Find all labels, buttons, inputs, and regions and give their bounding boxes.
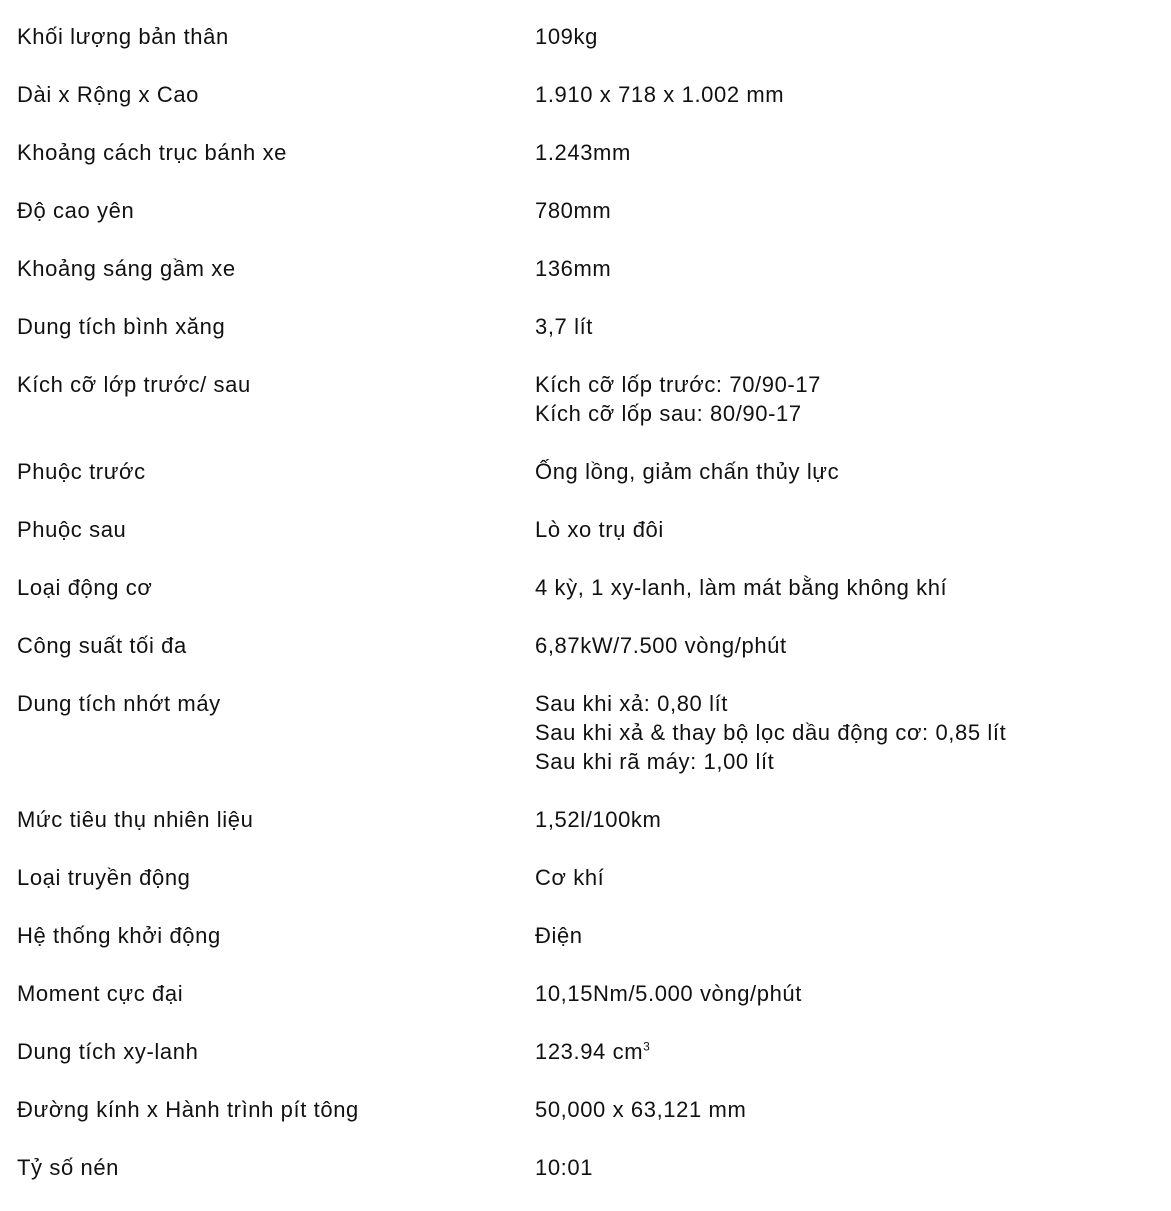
spec-value-line <box>535 1095 1157 1124</box>
spec-value-text: 50,000 x 63,121 mm <box>535 1097 747 1122</box>
spec-row <box>17 457 1157 486</box>
spec-value-line <box>535 689 1157 718</box>
spec-label: Kích cỡ lớp trước/ sau <box>17 372 251 397</box>
spec-label: Dung tích bình xăng <box>17 314 226 339</box>
spec-label: Độ cao yên <box>17 198 135 223</box>
spec-value <box>535 80 1157 109</box>
spec-label: Công suất tối đa <box>17 633 187 658</box>
spec-value-text: 10,15Nm/5.000 vòng/phút <box>535 981 802 1006</box>
spec-value-text: Điện <box>535 923 583 948</box>
spec-value-line <box>535 515 1157 544</box>
spec-value-line <box>535 1037 1157 1066</box>
spec-value-line <box>535 573 1157 602</box>
spec-value-text: Lò xo trụ đôi <box>535 517 664 542</box>
spec-label: Loại động cơ <box>17 575 153 600</box>
spec-value-line <box>535 805 1157 834</box>
spec-value <box>535 196 1157 225</box>
spec-label: Khoảng cách trục bánh xe <box>17 140 288 165</box>
spec-row <box>17 979 1157 1008</box>
spec-value <box>535 863 1157 892</box>
spec-label: Moment cực đại <box>17 981 184 1006</box>
spec-row <box>17 689 1157 776</box>
spec-value-line <box>535 22 1157 51</box>
spec-label: Tỷ số nén <box>17 1155 120 1180</box>
spec-row <box>17 370 1157 428</box>
spec-value <box>535 573 1157 602</box>
spec-row <box>17 196 1157 225</box>
spec-value <box>535 254 1157 283</box>
spec-row <box>17 1153 1157 1182</box>
spec-value-text: 780mm <box>535 198 612 223</box>
spec-row <box>17 805 1157 834</box>
spec-value-line <box>535 718 1157 747</box>
spec-value <box>535 631 1157 660</box>
spec-value-text: Ống lồng, giảm chấn thủy lực <box>535 459 840 484</box>
spec-value <box>535 457 1157 486</box>
spec-value <box>535 979 1157 1008</box>
spec-value <box>535 805 1157 834</box>
spec-table <box>17 22 1157 1211</box>
spec-value-line <box>535 863 1157 892</box>
spec-value-text: 4 kỳ, 1 xy-lanh, làm mát bằng không khí <box>535 575 948 600</box>
spec-value-line <box>535 399 1157 428</box>
spec-row <box>17 80 1157 109</box>
spec-value-line <box>535 921 1157 950</box>
spec-value <box>535 138 1157 167</box>
spec-row <box>17 254 1157 283</box>
spec-value-text: Sau khi xả: 0,80 lít <box>535 691 728 716</box>
spec-label: Mức tiêu thụ nhiên liệu <box>17 807 254 832</box>
spec-value-text: 10:01 <box>535 1155 594 1180</box>
spec-value <box>535 1037 1157 1066</box>
spec-value-line <box>535 80 1157 109</box>
spec-label: Phuộc trước <box>17 459 146 484</box>
unit-superscript: 3 <box>643 1039 651 1054</box>
spec-value-text: 136mm <box>535 256 612 281</box>
spec-row <box>17 573 1157 602</box>
spec-value-text: 123.94 cm <box>535 1039 644 1064</box>
spec-value-text: Kích cỡ lốp trước: 70/90-17 <box>535 372 822 397</box>
spec-value <box>535 1153 1157 1182</box>
spec-value-text: 6,87kW/7.500 vòng/phút <box>535 633 787 658</box>
spec-value-line <box>535 747 1157 776</box>
spec-value-line <box>535 254 1157 283</box>
spec-value <box>535 370 1157 428</box>
spec-value-text: 1.243mm <box>535 140 631 165</box>
spec-row <box>17 631 1157 660</box>
spec-value <box>535 312 1157 341</box>
spec-value-line <box>535 1153 1157 1182</box>
spec-value-text: Sau khi rã máy: 1,00 lít <box>535 749 775 774</box>
spec-row <box>17 921 1157 950</box>
spec-row <box>17 312 1157 341</box>
spec-value-line <box>535 979 1157 1008</box>
spec-value-line <box>535 457 1157 486</box>
spec-value <box>535 689 1157 776</box>
spec-value <box>535 921 1157 950</box>
spec-value-text: Sau khi xả & thay bộ lọc dầu động cơ: 0,85 lít <box>535 720 1007 745</box>
spec-value-line <box>535 196 1157 225</box>
spec-label: Khối lượng bản thân <box>17 24 229 49</box>
spec-row <box>17 1095 1157 1124</box>
spec-value <box>535 1095 1157 1124</box>
spec-label: Dung tích nhớt máy <box>17 691 221 716</box>
spec-label: Khoảng sáng gầm xe <box>17 256 236 281</box>
spec-value <box>535 515 1157 544</box>
spec-label: Đường kính x Hành trình pít tông <box>17 1097 359 1122</box>
spec-row <box>17 1037 1157 1066</box>
spec-row <box>17 22 1157 51</box>
spec-value-text: 109kg <box>535 24 598 49</box>
spec-row <box>17 863 1157 892</box>
spec-value-text: Kích cỡ lốp sau: 80/90-17 <box>535 401 802 426</box>
spec-value-line <box>535 631 1157 660</box>
spec-value <box>535 22 1157 51</box>
spec-label: Loại truyền động <box>17 865 191 890</box>
spec-value-text: 1,52l/100km <box>535 807 662 832</box>
spec-label: Dài x Rộng x Cao <box>17 82 200 107</box>
spec-value-text: Cơ khí <box>535 865 605 890</box>
spec-value-text: 1.910 x 718 x 1.002 mm <box>535 82 785 107</box>
spec-value-line <box>535 312 1157 341</box>
spec-label: Dung tích xy-lanh <box>17 1039 199 1064</box>
spec-value-text: 3,7 lít <box>535 314 594 339</box>
spec-value-line <box>535 138 1157 167</box>
spec-row <box>17 515 1157 544</box>
spec-value-line <box>535 370 1157 399</box>
spec-label: Phuộc sau <box>17 517 127 542</box>
spec-row <box>17 138 1157 167</box>
spec-label: Hệ thống khởi động <box>17 923 221 948</box>
